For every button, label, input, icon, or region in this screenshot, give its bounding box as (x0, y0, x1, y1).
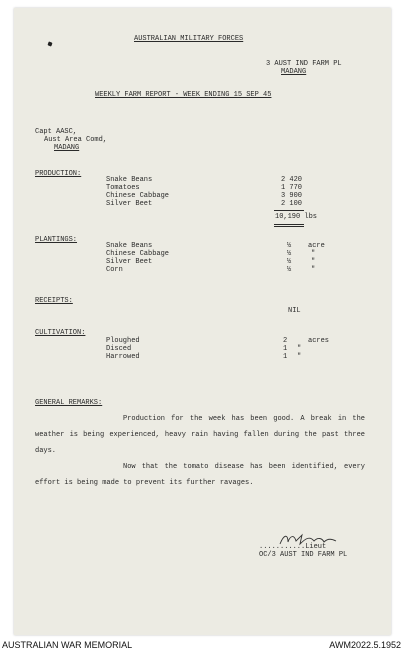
addressee-line: Capt AASC, (35, 128, 78, 136)
planting-item-qty: ½ (287, 242, 292, 250)
cultivation-item-unit: " (297, 345, 302, 353)
remarks-paragraph: Now that the tomato disease has been identified, every effort is being made to prevent its further ravages. (35, 463, 365, 487)
receipts-value: NIL (288, 307, 301, 315)
cultivation-item-name: Disced (106, 345, 132, 353)
total-rule (274, 210, 304, 211)
production-item-qty: 2 100 (281, 200, 303, 208)
production-item-name: Snake Beans (106, 176, 153, 184)
cultivation-item-unit: acres (308, 337, 330, 345)
production-total: 10,190 lbs (275, 213, 318, 221)
planting-item-unit: acre (308, 242, 325, 250)
planting-item-qty: ½ (287, 258, 292, 266)
unit-name: 3 AUST IND FARM PL (266, 60, 342, 68)
cultivation-item-name: Ploughed (106, 337, 140, 345)
planting-item-name: Chinese Cabbage (106, 250, 170, 258)
production-item-name: Silver Beet (106, 200, 153, 208)
planting-item-qty: ½ (287, 266, 292, 274)
planting-item-name: Snake Beans (106, 242, 153, 250)
production-item-name: Tomatoes (106, 184, 140, 192)
cultivation-label: CULTIVATION: (35, 329, 86, 337)
cultivation-item-qty: 2 (283, 337, 288, 345)
remarks-label: GENERAL REMARKS: (35, 399, 103, 407)
cultivation-item-qty: 1 (283, 353, 288, 361)
footer-accession-number: AWM2022.5.1952 (329, 640, 401, 650)
unit-location: MADANG (281, 68, 307, 76)
footer-source: AUSTRALIAN WAR MEMORIAL (2, 640, 133, 650)
planting-item-unit: " (311, 250, 316, 258)
planting-item-name: Silver Beet (106, 258, 153, 266)
planting-item-unit: " (311, 266, 316, 274)
planting-item-name: Corn (106, 266, 123, 274)
production-item-name: Chinese Cabbage (106, 192, 170, 200)
cultivation-item-qty: 1 (283, 345, 288, 353)
planting-item-unit: " (311, 258, 316, 266)
addressee-line: Aust Area Comd, (44, 136, 108, 144)
production-label: PRODUCTION: (35, 170, 82, 178)
remarks-paragraph: Production for the week has been good. A break in the weather is being experienced, heavy rain having fallen during the past three days. (35, 415, 365, 455)
receipts-label: RECEIPTS: (35, 297, 73, 305)
org-heading: AUSTRALIAN MILITARY FORCES (134, 35, 244, 43)
total-double-rule (274, 224, 304, 225)
report-title: WEEKLY FARM REPORT - WEEK ENDING 15 SEP 45 (95, 91, 272, 99)
signature-block: OC/3 AUST IND FARM PL (259, 551, 348, 559)
signature-line: ...........Lieut (259, 543, 327, 551)
plantings-label: PLANTINGS: (35, 236, 78, 244)
planting-item-qty: ½ (287, 250, 292, 258)
total-double-rule (274, 226, 304, 227)
production-item-qty: 2 420 (281, 176, 303, 184)
cultivation-item-name: Harrowed (106, 353, 140, 361)
production-item-qty: 1 770 (281, 184, 303, 192)
cultivation-item-unit: " (297, 353, 302, 361)
production-item-qty: 3 900 (281, 192, 303, 200)
addressee-line: MADANG (54, 144, 80, 152)
